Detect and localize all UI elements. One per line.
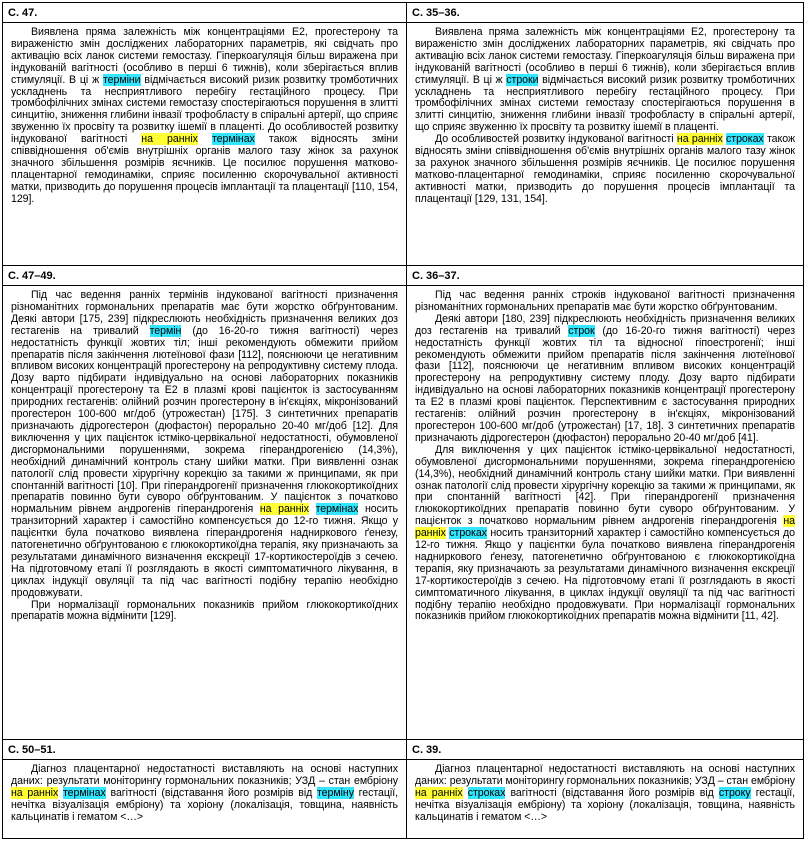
- highlight-yellow: на ранніх: [676, 133, 723, 146]
- paragraph: [415, 764, 795, 824]
- text-segment: Для виключення у цих пацієнток істміко-цервікальної недостатності, обумовленої дисгормональними порушеннями, зокрема гіперандрогенією (14,3%), необхідний динамічний контроль стану шийки матки. При виявленні ознак патології слід провести хірургічну корекцію за такими ж принципами, як при спонтанній вагітності [42]. При гіперандрогенії призначення глюкокортикоїдних препаратів повинно бути суворо обґрунтованим. У пацієнток з початково нормальним рівнем андрогенів гіперандрогенія: [415, 443, 795, 528]
- text-segment: Виявлена пряма залежність між концентраціями Е2, прогестерону та вираженістю змін досліджених лабораторних параметрів, які свідчать про активацію всіх ланок системи гемостазу. Гіперкоагуляція більш виражена при індукованій вагітності (особливо в перші 6 тижнів), коли зберігається вплив стимуляції. В ці ж: [11, 26, 398, 86]
- row-3-left-label: С. 50–51.: [3, 740, 406, 760]
- highlight-yellow: на ранніх: [415, 515, 795, 540]
- row-3-right-text: [407, 761, 803, 838]
- paragraph: [415, 445, 795, 624]
- text-segment: гестації, нечітка візуалізація ембріону) та хоріону (локалізація, товщина, наявність кальцинатів і гематом <…>: [415, 786, 795, 823]
- row-1-right-label: С. 35–36.: [407, 3, 803, 23]
- text-segment: Виявлена пряма залежність між концентраціями Е2, прогестерону та вираженістю змін досліджених лабораторних параметрів, які свідчать про активацію всіх ланок системи гемостазу. Гіперкоагуляція більш виражена при індукованій вагітності (особливо в перші 6 тижнів), коли зберігається вплив стимуляції. В ці ж: [415, 26, 795, 86]
- paragraph: [11, 27, 398, 206]
- paragraph: [415, 290, 795, 314]
- text-segment: Діагноз плацентарної недостатності виставляють на основі наступних даних: результати моніторингу гормональних показників; УЗД – стан ембріону: [11, 763, 398, 787]
- text-segment: вагітності (відставання його розмірів від: [105, 786, 317, 799]
- row-1-left-label: С. 47.: [3, 3, 406, 23]
- row-2-right-text: [407, 287, 803, 739]
- row-2-right-label: С. 36–37.: [407, 266, 803, 286]
- highlight-cyan: строках: [449, 527, 487, 540]
- highlight-cyan: терміни: [102, 73, 141, 86]
- highlight-cyan: термінах: [212, 133, 255, 146]
- text-segment: При нормалізації гормональних показників прийом глюкокортикоїдних препаратів можна відмінити [129].: [11, 598, 398, 623]
- text-segment: (до 16-20-го тижня вагітності) через недостатність функції жовтих тіл та відносної гіпоестрогенії; інші рекомендують обмежити прийом препаратів після закінчення лютеїнової фази [112], пояснюючи це негативним впливом високих концентрацій прогестерону на репродуктивну систему плоду. Дозу варто підбирати індивідуально на основі лабораторних показників концентрації прогестерону та Е2 в плазмі крові пацієнток. Перспективним є застосування природних гестагенів: олійний розчин прогестерону в ін'єкціях, мікронізований прогестерон 100-600 мг/доб (утрожестан) [17, 18]. 3 синтетичних препаратів призначають дідрогестерон (дюфастон) перорально 20-40 мг/доб [41].: [415, 324, 795, 444]
- text-segment: (до 16-20-го тижня вагітності) через недостатність функції жовтих тіл; інші рекомендують обмежити прийом препаратів після закінчення лютеїнової фази [112], пояснюючи це негативним впливом високих концентрацій прогестерону на репродуктивну систему плода. Дозу варто підбирати індивідуально на основі лабораторних показників концентрації прогестерону та Е2 в плазмі крові пацієнток із застосуванням природних гестагенів: олійний розчин прогестерону в ін'єкціях, мікронізований прогестерон 100-600 мг/доб (утрожестан) [175]. 3 синтетичних препаратів призначають дідрогестерон (дюфастон) перорально 20-40 мг/доб [12]. Для виключення у цих пацієнток істміко-цервікальної недостатності, обумовленої дисгормональними порушеннями, зокрема гіперандрогенією (14,3%), необхідний динамічний контроль стану шийки матки. При виявленні ознак патології слід провести хірургічну корекцію за такими ж принципами, як при спонтанній вагітності [10]. При гіперандрогенії призначення глюкокортикоїдних препаратів повинно бути суворо обґрунтованим. У пацієнток з початково нормальним рівнем андрогенів гіперандрогенія: [11, 324, 398, 516]
- comparison-table: [2, 2, 804, 839]
- text-segment: носить транзиторний характер і самостійно компенсується до 12-го тижня. Якщо у пацієнтки була початково виявлена гіперандрогенія надниркового ґенезу, патогенетично обґрунтованою є глюкокортикоїдна терапія, яку призначають за результатами динамічного визначення екскреції 17-кортикостероїдів з сечею. На підготовчому етапі її розглядають в якості симптоматичного лікування, в циклах індукції овуляції та під час вагітності подібну терапію необхідно продовжувати. При нормалізації гормональних показників прийом глюкокортикоїдних препаратів можна відмінити [11, 42].: [415, 527, 795, 623]
- row-2-left-label: С. 47–49.: [3, 266, 406, 286]
- row-3-right-label: С. 39.: [407, 740, 803, 760]
- row-3-left-text: [3, 761, 406, 838]
- highlight-cyan: строках: [467, 786, 506, 799]
- highlight-yellow: на ранніх: [415, 786, 463, 799]
- text-segment: [463, 787, 468, 799]
- highlight-yellow: на ранніх: [11, 786, 59, 799]
- text-segment: [309, 503, 316, 515]
- paragraph: [11, 290, 398, 600]
- highlight-yellow: на ранніх: [259, 503, 309, 516]
- text-segment: також відносять зміни співвідношення об'ємів внутрішніх органів малого тазу жінок за рахунок значного збільшення розмірів яєчників. Це посилює порушення матково-плацентарної гемодинаміки, сприяє посиленню скорочувальної активності матки, призводить до порушення процесів імплантації та плацентації [110, 154, 129].: [11, 133, 398, 205]
- text-segment: вагітності (відставання його розмірів від: [505, 786, 719, 799]
- row-1-left-text: [3, 24, 406, 265]
- highlight-cyan: строку: [718, 786, 751, 799]
- text-segment: Деякі автори [180, 239] підкреслюють необхідність призначення великих доз гестагенів на тривалий: [415, 312, 795, 337]
- text-segment: гестації, нечітка візуалізація ембріону) та хоріону (локалізація, товщина, наявність кальцинатів і гематом <…>: [11, 786, 398, 823]
- text-segment: Діагноз плацентарної недостатності виставляють на основі наступних даних: результати моніторингу гормональних показників; УЗД – стан ембріону: [415, 763, 795, 787]
- row-1-right-text: [407, 24, 803, 265]
- highlight-cyan: строки: [506, 73, 539, 86]
- paragraph: [415, 134, 795, 205]
- text-segment: носить транзиторний характер і самостійно компенсується до 12-го тижня. Якщо у пацієнтки була початково виявлена гіперандрогенія надниркового ґенезу, патогенетично обґрунтованою є глюкокортикоїдна терапія, яку призначають за результатами динамічного визначення екскреції 17-кортикостероїдів з сечею. На підготовчому етапі її розглядають в якості симптоматичного лікування, в циклах індукції овуляції та під час вагітності подібну терапію необхідно продовжувати.: [11, 503, 399, 599]
- highlight-cyan: строк: [568, 324, 595, 337]
- highlight-cyan: термін: [149, 324, 182, 337]
- paragraph: [11, 600, 398, 624]
- paragraph: [415, 314, 795, 445]
- highlight-cyan: термінах: [62, 786, 106, 799]
- highlight-cyan: термінах: [315, 503, 359, 516]
- highlight-yellow: на ранніх: [141, 133, 198, 146]
- highlight-cyan: строках: [726, 133, 764, 146]
- row-2-left-text: [3, 287, 406, 739]
- paragraph: [11, 764, 398, 824]
- text-segment: До особливостей розвитку індукованої вагітності: [435, 133, 677, 146]
- text-segment: відмічається високий ризик розвитку тромботичних ускладнень та несприятливого перебігу гестаційного процесу. При тромбофілічних змінах системи гемостазу спостерігаються порушення в злитті синцитію, зниження глибини інвазії трофобласту в спіральні артерії, що сприяє звуженню їх просвіту та розвитку ішемії в плаценті. До особливостей розвитку індукованої вагітності: [11, 73, 398, 146]
- text-segment: відмічається високий ризик розвитку тромботичних ускладнень та несприятливого перебігу гестаційного процесу. При тромбофілічних змінах системи гемостазу спостерігаються порушення в злитті синцитію, зниження глибини інвазії трофобласту в спіральні артерії, що сприяє звуженню їх просвіту та розвитку ішемії в плаценті.: [415, 73, 796, 134]
- text-segment: [198, 133, 212, 145]
- text-segment: Під час ведення ранніх строків індукованої вагітності призначення різноманітних гормональних препаратів має бути жорстко обґрунтованим.: [415, 289, 795, 313]
- text-segment: також відносять зміни співвідношення об'ємів внутрішніх органів малого тазу жінок за рахунок значного збільшення розмірів яєчників. Це посилює порушення матково-плацентарної гемодинаміки, сприяє посиленню скорочувальної активності матки, призводить до порушення процесів імплантації та плацентації [129, 131, 154].: [415, 133, 795, 205]
- highlight-cyan: терміну: [317, 786, 354, 799]
- paragraph: [415, 27, 795, 134]
- text-segment: Під час ведення ранніх термінів індукованої вагітності призначення різноманітних гормональних препаратів має бути жорстко обґрунтованим. Деякі автори [175, 239] підкреслюють необхідність призначення великих доз гестагенів на тривалий: [11, 289, 398, 337]
